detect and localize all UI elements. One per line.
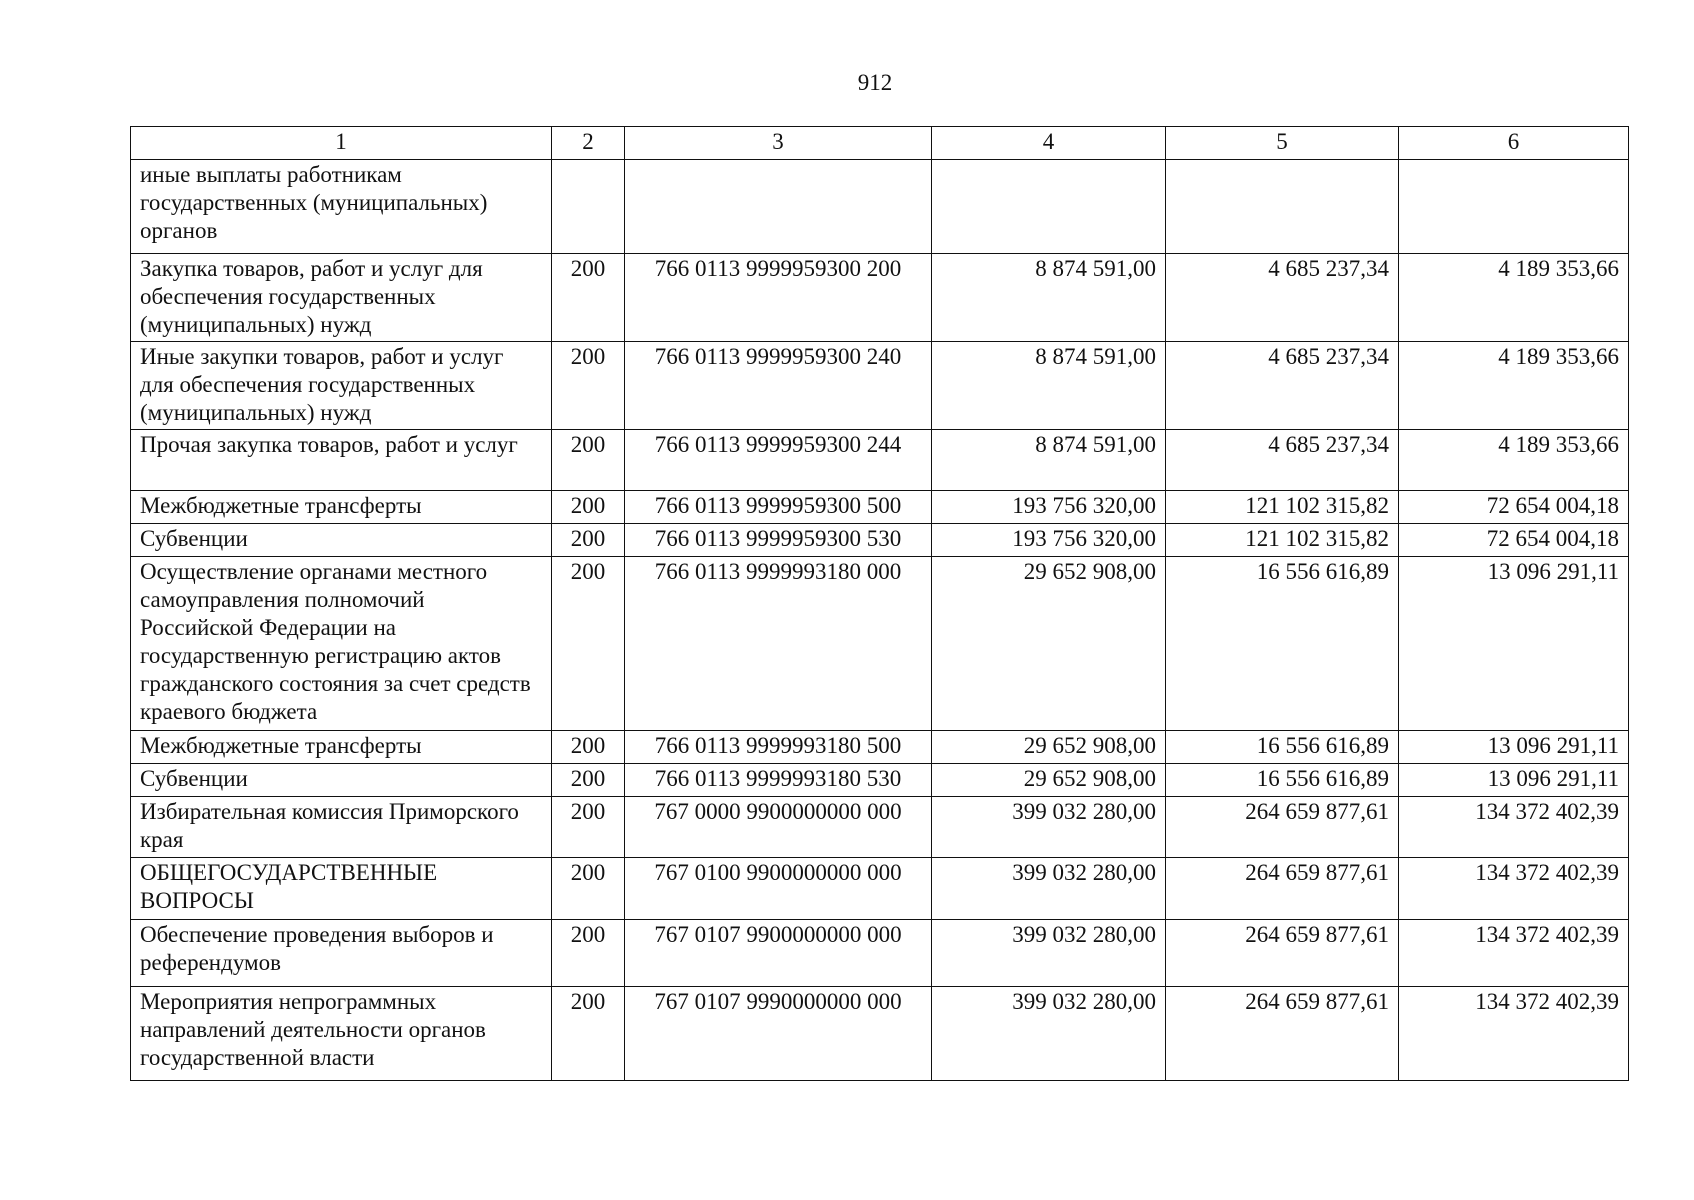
row-kbk: 767 0107 9900000000 000 [625,920,932,987]
column-header-5: 5 [1166,127,1399,160]
table-row [131,987,1629,1081]
row-value-5: 264 659 877,61 [1166,858,1399,920]
row-value-6: 4 189 353,66 [1399,342,1629,430]
row-kbk: 766 0113 9999959300 200 [625,254,932,342]
table-row [131,557,1629,731]
row-code: 200 [552,342,625,430]
row-value-4: 399 032 280,00 [932,797,1166,858]
row-value-5: 4 685 237,34 [1166,254,1399,342]
row-value-6: 4 189 353,66 [1399,430,1629,491]
table-row [131,731,1629,764]
row-value-4: 29 652 908,00 [932,764,1166,797]
row-value-4: 399 032 280,00 [932,858,1166,920]
row-kbk: 766 0113 9999993180 500 [625,731,932,764]
row-value-5: 16 556 616,89 [1166,557,1399,731]
row-value-4: 193 756 320,00 [932,524,1166,557]
row-name: иные выплаты работникам государственных (муниципальных) органов [131,160,552,254]
row-code: 200 [552,491,625,524]
table-row [131,254,1629,342]
column-header-1: 1 [131,127,552,160]
row-name: Прочая закупка товаров, работ и услуг [131,430,552,491]
row-kbk: 767 0100 9900000000 000 [625,858,932,920]
row-value-4: 8 874 591,00 [932,254,1166,342]
row-value-4: 193 756 320,00 [932,491,1166,524]
row-value-6: 134 372 402,39 [1399,797,1629,858]
row-code: 200 [552,430,625,491]
row-value-5: 4 685 237,34 [1166,430,1399,491]
row-kbk: 766 0113 9999993180 000 [625,557,932,731]
row-code: 200 [552,254,625,342]
row-value-6: 134 372 402,39 [1399,858,1629,920]
row-value-5: 264 659 877,61 [1166,987,1399,1081]
row-code: 200 [552,920,625,987]
table-row [131,858,1629,920]
column-header-4: 4 [932,127,1166,160]
row-name: Межбюджетные трансферты [131,731,552,764]
table-row [131,764,1629,797]
table-row [131,797,1629,858]
row-code: 200 [552,987,625,1081]
row-value-5: 16 556 616,89 [1166,764,1399,797]
header-row [131,127,1629,160]
row-code: 200 [552,764,625,797]
row-name: Субвенции [131,764,552,797]
row-value-5: 121 102 315,82 [1166,491,1399,524]
row-kbk: 766 0113 9999959300 244 [625,430,932,491]
row-name: Закупка товаров, работ и услуг для обеспечения государственных (муниципальных) нужд [131,254,552,342]
row-code: 200 [552,731,625,764]
row-value-5: 121 102 315,82 [1166,524,1399,557]
row-name: Обеспечение проведения выборов и референдумов [131,920,552,987]
column-header-3: 3 [625,127,932,160]
row-kbk: 766 0113 9999959300 240 [625,342,932,430]
row-value-5: 264 659 877,61 [1166,920,1399,987]
row-value-6: 72 654 004,18 [1399,491,1629,524]
row-name: Субвенции [131,524,552,557]
row-value-5 [1166,160,1399,254]
row-value-6: 13 096 291,11 [1399,764,1629,797]
row-kbk: 767 0107 9990000000 000 [625,987,932,1081]
column-header-2: 2 [552,127,625,160]
column-header-6: 6 [1399,127,1629,160]
row-name: Межбюджетные трансферты [131,491,552,524]
table-row [131,920,1629,987]
row-value-6: 13 096 291,11 [1399,557,1629,731]
table-row [131,160,1629,254]
table-row [131,491,1629,524]
row-value-6: 134 372 402,39 [1399,920,1629,987]
row-code: 200 [552,557,625,731]
table-row [131,430,1629,491]
row-value-6: 134 372 402,39 [1399,987,1629,1081]
page-number: 912 [857,70,893,95]
budget-table [130,126,1629,1081]
row-value-4: 29 652 908,00 [932,731,1166,764]
row-kbk: 767 0000 9900000000 000 [625,797,932,858]
row-value-4: 29 652 908,00 [932,557,1166,731]
row-value-5: 264 659 877,61 [1166,797,1399,858]
row-value-4: 399 032 280,00 [932,987,1166,1081]
row-value-6: 72 654 004,18 [1399,524,1629,557]
row-code: 200 [552,524,625,557]
row-value-5: 16 556 616,89 [1166,731,1399,764]
row-name: ОБЩЕГОСУДАРСТВЕННЫЕ ВОПРОСЫ [131,858,552,920]
row-kbk: 766 0113 9999993180 530 [625,764,932,797]
row-kbk: 766 0113 9999959300 500 [625,491,932,524]
row-value-4: 8 874 591,00 [932,430,1166,491]
row-value-4: 399 032 280,00 [932,920,1166,987]
row-value-4 [932,160,1166,254]
table-row [131,342,1629,430]
row-code [552,160,625,254]
row-value-5: 4 685 237,34 [1166,342,1399,430]
row-value-6: 4 189 353,66 [1399,254,1629,342]
row-name: Мероприятия непрограммных направлений деятельности органов государственной власти [131,987,552,1081]
row-code: 200 [552,858,625,920]
row-name: Избирательная комиссия Приморского края [131,797,552,858]
row-value-6 [1399,160,1629,254]
row-name: Осуществление органами местного самоуправления полномочий Российской Федерации на государственную регистрацию актов гражданского состояния за счет средств краевого бюджета [131,557,552,731]
row-kbk: 766 0113 9999959300 530 [625,524,932,557]
row-name: Иные закупки товаров, работ и услуг для обеспечения государственных (муниципальных) нужд [131,342,552,430]
table-row [131,524,1629,557]
row-kbk [625,160,932,254]
row-value-6: 13 096 291,11 [1399,731,1629,764]
row-value-4: 8 874 591,00 [932,342,1166,430]
row-code: 200 [552,797,625,858]
